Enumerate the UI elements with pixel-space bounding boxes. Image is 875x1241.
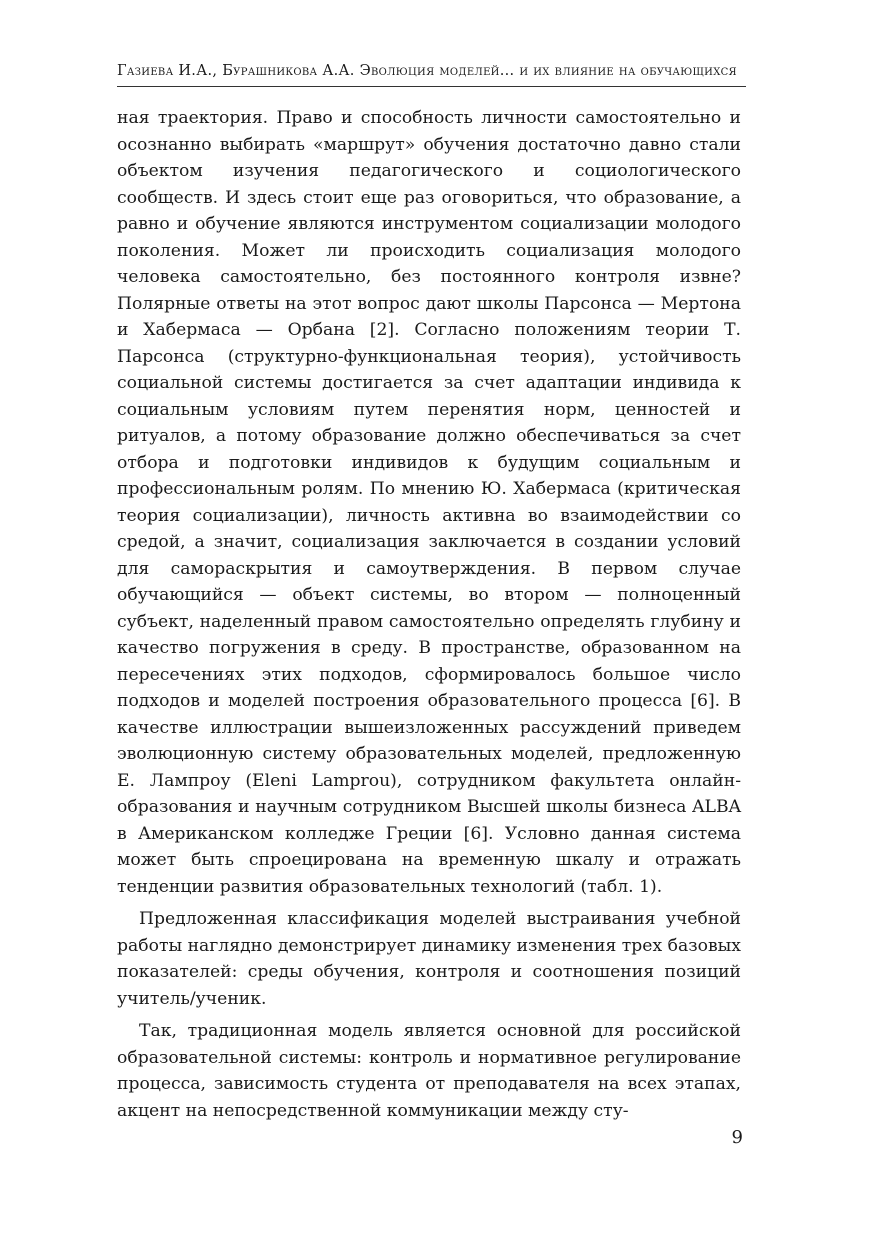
header-rule <box>117 86 746 87</box>
paragraph-2: Предложенная классификация моделей выстраивания учебной работы наглядно демонстрирует динамику изменения трех базовых показателей: среды обучения, контроля и соотношения позиций учитель/ученик. <box>117 909 741 1009</box>
paragraph-1: ная траектория. Право и способность личности самостоятельно и осознанно выбирать «маршрут» обучения достаточно давно стали объектом изучения педагогического и социологического сообществ. И здесь стоит еще раз оговориться, что образование, а равно и обучение являются инструментом социализации молодого поколения. Может ли происходить социализация молодого человека самостоятельно, без постоянного контроля извне? Полярные ответы на этот вопрос дают школы Парсонса — Мертона и Хабермаса — Орбана [2]. Согласно положениям теории Т. Парсонса (структурно-функциональная теория), устойчивость социальной системы достигается за счет адаптации индивида к социальным условиям путем перенятия норм, ценностей и ритуалов, а потому образование должно обеспечиваться за счет отбора и подготовки индивидов к будущим социальным и профессиональным ролям. По мнению Ю. Хабермаса (критическая теория социализации), личность активна во взаимодействии со средой, а значит, социализация заключается в создании условий для самораскрытия и самоутверждения. В первом случае обучающийся — объект системы, во втором — полноценный субъект, наделенный правом самостоятельно определять глубину и качество погружения в среду. В пространстве, образованном на пересечениях этих подходов, сформировалось большое число подходов и моделей построения образовательного процесса [6]. В качестве иллюстрации вышеизложенных рассуждений приведем эволюционную систему образовательных моделей, предложенную Е. Лампроу (Eleni Lamprou), сотрудником факультета онлайн-образования и научным сотрудником Высшей школы бизнеса ALBA в Американском колледже Греции [6]. Условно данная система может быть спроецирована на временную шкалу и отражать тенденции развития образовательных технологий (табл. 1). <box>117 108 741 897</box>
paragraph-3: Так, традиционная модель является основной для российской образовательной системы: контроль и нормативное регулирование процесса, зависимость студента от преподавателя на всех этапах, акцент на непосредственной коммуникации между сту- <box>117 1021 741 1121</box>
running-header: Газиева И.А., Бурашникова А.А. Эволюция моделей... и их влияние на обучающихся <box>117 63 737 79</box>
page-number: 9 <box>731 1127 743 1148</box>
body-text <box>117 105 741 1124</box>
